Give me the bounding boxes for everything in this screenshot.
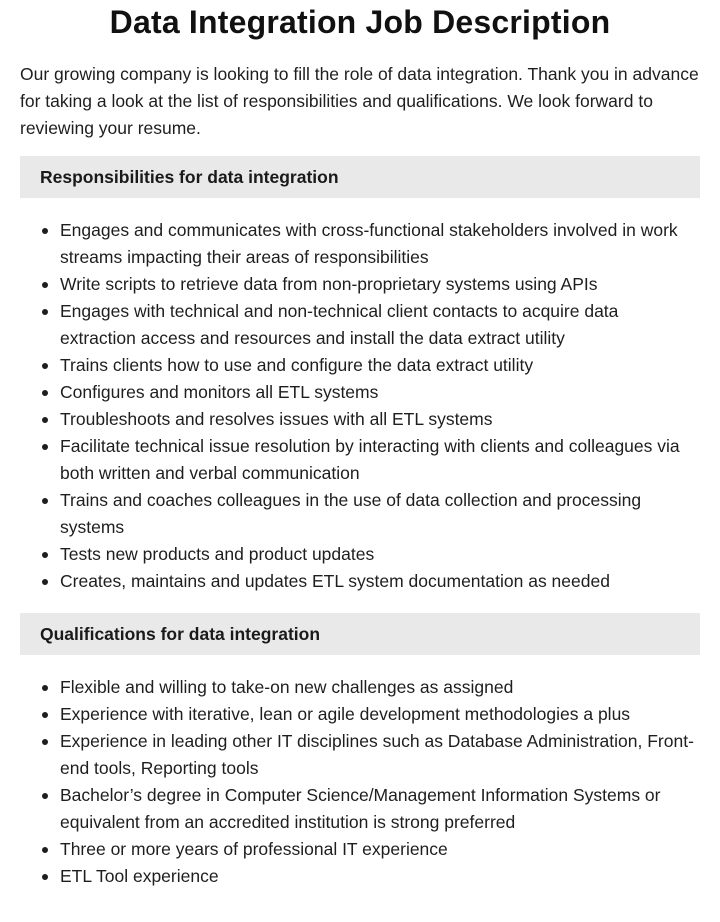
list-item: Engages and communicates with cross-functional stakeholders involved in work streams impacting their areas of responsibilities (60, 217, 700, 271)
list-item: Experience with iterative, lean or agile development methodologies a plus (60, 701, 700, 728)
list-item: Facilitate technical issue resolution by interacting with clients and colleagues via both written and verbal communication (60, 433, 700, 487)
list-item: Three or more years of professional IT experience (60, 836, 700, 863)
list-item: Trains clients how to use and configure the data extract utility (60, 352, 700, 379)
page-title: Data Integration Job Description (109, 4, 611, 40)
list-item: Write scripts to retrieve data from non-proprietary systems using APIs (60, 271, 700, 298)
list-item: Experience in leading other IT disciplines such as Database Administration, Front-end tools, Reporting tools (60, 728, 700, 782)
responsibilities-heading: Responsibilities for data integration (20, 156, 700, 198)
list-item: Tests new products and product updates (60, 541, 700, 568)
list-item: ETL Tool experience (60, 863, 700, 890)
qualifications-heading: Qualifications for data integration (20, 613, 700, 655)
list-item: Troubleshoots and resolves issues with all ETL systems (60, 406, 700, 433)
list-item: Creates, maintains and updates ETL system documentation as needed (60, 568, 700, 595)
list-item: Bachelor’s degree in Computer Science/Management Information Systems or equivalent from an accredited institution is strong preferred (60, 782, 700, 836)
responsibilities-list (20, 217, 700, 595)
list-item: Engages with technical and non-technical client contacts to acquire data extraction access and resources and install the data extract utility (60, 298, 700, 352)
list-item: Flexible and willing to take-on new challenges as assigned (60, 674, 700, 701)
list-item: Trains and coaches colleagues in the use of data collection and processing systems (60, 487, 700, 541)
intro-paragraph: Our growing company is looking to fill the role of data integration. Thank you in advance for taking a look at the list of responsibilities and qualifications. We look forward to reviewing your resume. (20, 64, 699, 138)
list-item: Configures and monitors all ETL systems (60, 379, 700, 406)
qualifications-list (20, 674, 700, 890)
